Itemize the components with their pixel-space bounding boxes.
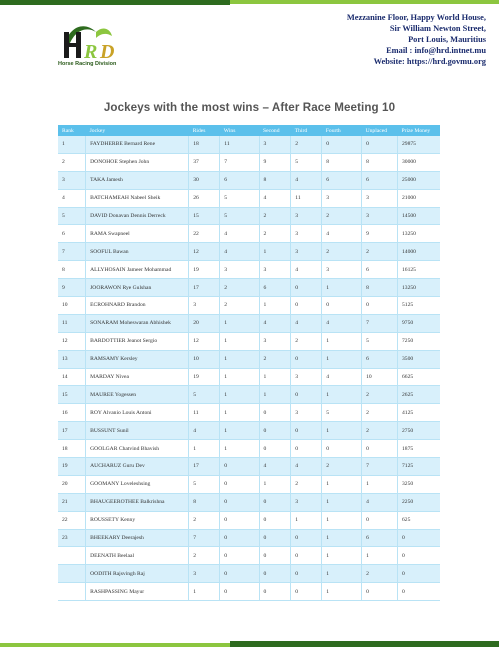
- table-row: [58, 314, 440, 332]
- table-row: [58, 583, 440, 601]
- top-accent-dark: [0, 0, 230, 5]
- cell-jockey: MAUREE Yogessen: [86, 386, 189, 404]
- cell-third: 3: [291, 368, 322, 386]
- svg-text:D: D: [100, 41, 115, 63]
- cell-wins: 0: [220, 547, 259, 565]
- cell-rides: 26: [189, 189, 220, 207]
- table-row: [58, 171, 440, 189]
- table-row: [58, 261, 440, 279]
- cell-rides: 2: [189, 511, 220, 529]
- cell-prize-money: 16125: [397, 261, 440, 279]
- cell-rank: [58, 583, 86, 601]
- cell-unplaced: 9: [362, 225, 398, 243]
- cell-wins: 3: [220, 261, 259, 279]
- cell-second: 6: [259, 279, 291, 297]
- cell-rank: 22: [58, 511, 86, 529]
- table-row: [58, 458, 440, 476]
- cell-third: 0: [291, 422, 322, 440]
- cell-fourth: 4: [322, 225, 362, 243]
- cell-prize-money: 5125: [397, 297, 440, 315]
- cell-third: 4: [291, 314, 322, 332]
- cell-unplaced: 7: [362, 314, 398, 332]
- cell-rides: 20: [189, 314, 220, 332]
- cell-fourth: 1: [322, 511, 362, 529]
- table-row: [58, 529, 440, 547]
- cell-rank: 12: [58, 332, 86, 350]
- cell-third: 3: [291, 207, 322, 225]
- website-link[interactable]: https://hrd.govmu.org: [406, 57, 486, 66]
- table-row: [58, 136, 440, 153]
- cell-prize-money: 0: [397, 583, 440, 601]
- cell-prize-money: 14000: [397, 243, 440, 261]
- cell-rank: 11: [58, 314, 86, 332]
- cell-jockey: BARDOTTIER Jeanot Sergio: [86, 332, 189, 350]
- cell-rank: 21: [58, 493, 86, 511]
- cell-jockey: MARDAY Nivea: [86, 368, 189, 386]
- cell-wins: 5: [220, 189, 259, 207]
- cell-prize-money: 0: [397, 547, 440, 565]
- cell-rides: 22: [189, 225, 220, 243]
- cell-rank: [58, 547, 86, 565]
- table-row: [58, 279, 440, 297]
- cell-wins: 1: [220, 350, 259, 368]
- cell-rides: 18: [189, 136, 220, 153]
- cell-prize-money: 2250: [397, 493, 440, 511]
- cell-jockey: GOOMANY Loveleshsing: [86, 475, 189, 493]
- cell-unplaced: 2: [362, 386, 398, 404]
- cell-unplaced: 0: [362, 440, 398, 458]
- cell-wins: 1: [220, 386, 259, 404]
- address-block: [347, 12, 486, 67]
- table-header-row: [58, 125, 440, 136]
- cell-fourth: 1: [322, 422, 362, 440]
- cell-third: 0: [291, 547, 322, 565]
- cell-second: 0: [259, 583, 291, 601]
- cell-jockey: GOOLGAR Chatvind Bhavish: [86, 440, 189, 458]
- cell-jockey: BATCHAMEAH Nabeel Sheik: [86, 189, 189, 207]
- table-row: [58, 153, 440, 171]
- cell-third: 2: [291, 332, 322, 350]
- cell-jockey: DONOHOE Stephen John: [86, 153, 189, 171]
- bottom-accent-dark: [230, 641, 499, 647]
- table-row: [58, 332, 440, 350]
- cell-fourth: 1: [322, 583, 362, 601]
- cell-jockey: AUCHARUZ Guru Dev: [86, 458, 189, 476]
- cell-unplaced: 2: [362, 422, 398, 440]
- cell-wins: 6: [220, 171, 259, 189]
- cell-fourth: 2: [322, 458, 362, 476]
- email-label: Email :: [386, 46, 415, 55]
- cell-second: 8: [259, 171, 291, 189]
- cell-wins: 1: [220, 332, 259, 350]
- cell-jockey: DEENATH Beelaal: [86, 547, 189, 565]
- cell-jockey: TAKA Jamesh: [86, 171, 189, 189]
- cell-second: 2: [259, 350, 291, 368]
- cell-wins: 1: [220, 368, 259, 386]
- column-header-third: Third: [291, 125, 322, 136]
- cell-wins: 0: [220, 475, 259, 493]
- table-row: [58, 297, 440, 315]
- cell-third: 2: [291, 136, 322, 153]
- table-row: [58, 440, 440, 458]
- cell-jockey: BUSSUNT Sunil: [86, 422, 189, 440]
- cell-rank: 13: [58, 350, 86, 368]
- cell-third: 11: [291, 189, 322, 207]
- cell-rank: 1: [58, 136, 86, 153]
- table-row: [58, 547, 440, 565]
- cell-second: 2: [259, 225, 291, 243]
- column-header-jockey: Jockey: [86, 125, 189, 136]
- cell-fourth: 0: [322, 440, 362, 458]
- cell-third: 0: [291, 583, 322, 601]
- cell-wins: 2: [220, 279, 259, 297]
- cell-rank: 23: [58, 529, 86, 547]
- cell-prize-money: 0: [397, 529, 440, 547]
- cell-rides: 1: [189, 583, 220, 601]
- bottom-accent-light: [0, 643, 230, 647]
- cell-rides: 12: [189, 332, 220, 350]
- cell-jockey: SONARAM Moheswaran Abhishek: [86, 314, 189, 332]
- cell-wins: 0: [220, 458, 259, 476]
- cell-second: 3: [259, 261, 291, 279]
- cell-unplaced: 1: [362, 475, 398, 493]
- cell-jockey: RASHPASSING Mayur: [86, 583, 189, 601]
- cell-prize-money: 13250: [397, 279, 440, 297]
- cell-second: 4: [259, 314, 291, 332]
- table-row: [58, 493, 440, 511]
- cell-second: 0: [259, 440, 291, 458]
- cell-prize-money: 3500: [397, 350, 440, 368]
- cell-fourth: 1: [322, 493, 362, 511]
- cell-wins: 1: [220, 314, 259, 332]
- cell-unplaced: 2: [362, 565, 398, 583]
- cell-fourth: 1: [322, 386, 362, 404]
- cell-unplaced: 5: [362, 332, 398, 350]
- cell-unplaced: 0: [362, 136, 398, 153]
- cell-unplaced: 6: [362, 261, 398, 279]
- cell-jockey: BHAUGEEROTHEE Balkrishna: [86, 493, 189, 511]
- cell-prize-money: 14500: [397, 207, 440, 225]
- cell-second: 1: [259, 475, 291, 493]
- table-row: [58, 225, 440, 243]
- cell-unplaced: 0: [362, 297, 398, 315]
- address-line-2: Sir William Newton Street,: [389, 24, 486, 33]
- cell-wins: 0: [220, 493, 259, 511]
- cell-unplaced: 10: [362, 368, 398, 386]
- table-row: [58, 565, 440, 583]
- cell-wins: 4: [220, 225, 259, 243]
- cell-rides: 3: [189, 297, 220, 315]
- cell-rank: 5: [58, 207, 86, 225]
- cell-prize-money: 0: [397, 565, 440, 583]
- cell-jockey: JOORAWON Rye Gulshan: [86, 279, 189, 297]
- cell-rank: 10: [58, 297, 86, 315]
- table-row: [58, 368, 440, 386]
- cell-unplaced: 2: [362, 243, 398, 261]
- cell-prize-money: 21000: [397, 189, 440, 207]
- cell-second: 1: [259, 297, 291, 315]
- cell-prize-money: 29875: [397, 136, 440, 153]
- cell-jockey: RAMSAMY Kersley: [86, 350, 189, 368]
- cell-wins: 2: [220, 297, 259, 315]
- column-header-prize-money: Prize Money: [397, 125, 440, 136]
- cell-rides: 1: [189, 440, 220, 458]
- cell-second: 0: [259, 511, 291, 529]
- cell-fourth: 1: [322, 475, 362, 493]
- cell-fourth: 5: [322, 404, 362, 422]
- cell-rides: 30: [189, 171, 220, 189]
- cell-wins: 0: [220, 565, 259, 583]
- cell-jockey: ROUSSETY Kenny: [86, 511, 189, 529]
- cell-wins: 1: [220, 404, 259, 422]
- address-line-1: Mezzanine Floor, Happy World House,: [346, 13, 486, 22]
- cell-fourth: 1: [322, 529, 362, 547]
- cell-rank: 7: [58, 243, 86, 261]
- cell-fourth: 1: [322, 279, 362, 297]
- cell-rides: 11: [189, 404, 220, 422]
- table-row: [58, 386, 440, 404]
- table-row: [58, 243, 440, 261]
- cell-prize-money: 25000: [397, 171, 440, 189]
- cell-prize-money: 9750: [397, 314, 440, 332]
- cell-second: 0: [259, 404, 291, 422]
- column-header-fourth: Fourth: [322, 125, 362, 136]
- cell-rides: 19: [189, 261, 220, 279]
- cell-unplaced: 4: [362, 493, 398, 511]
- cell-second: 1: [259, 368, 291, 386]
- cell-rides: 7: [189, 529, 220, 547]
- column-header-unplaced: Unplaced: [362, 125, 398, 136]
- cell-unplaced: 6: [362, 529, 398, 547]
- cell-unplaced: 3: [362, 207, 398, 225]
- cell-fourth: 8: [322, 153, 362, 171]
- cell-second: 0: [259, 422, 291, 440]
- cell-wins: 7: [220, 153, 259, 171]
- cell-third: 3: [291, 404, 322, 422]
- cell-fourth: 0: [322, 136, 362, 153]
- cell-jockey: ECROHNARD Brandon: [86, 297, 189, 315]
- cell-wins: 5: [220, 207, 259, 225]
- cell-unplaced: 6: [362, 350, 398, 368]
- cell-prize-money: 7250: [397, 332, 440, 350]
- cell-third: 0: [291, 350, 322, 368]
- cell-fourth: 1: [322, 565, 362, 583]
- cell-third: 5: [291, 153, 322, 171]
- cell-unplaced: 6: [362, 171, 398, 189]
- cell-fourth: 3: [322, 189, 362, 207]
- cell-unplaced: 3: [362, 189, 398, 207]
- page-title: Jockeys with the most wins – After Race Meeting 10: [103, 101, 396, 114]
- cell-second: 0: [259, 493, 291, 511]
- email-line: [347, 45, 486, 56]
- cell-rank: 9: [58, 279, 86, 297]
- table-row: [58, 511, 440, 529]
- website-line: [347, 56, 486, 67]
- cell-rides: 4: [189, 422, 220, 440]
- cell-jockey: ROY Alvanio Louis Antoni: [86, 404, 189, 422]
- cell-wins: 4: [220, 243, 259, 261]
- cell-prize-money: 6625: [397, 368, 440, 386]
- website-label: Website:: [373, 57, 407, 66]
- cell-fourth: 1: [322, 547, 362, 565]
- table-body: [58, 136, 440, 601]
- cell-rides: 5: [189, 386, 220, 404]
- column-header-rank: Rank: [58, 125, 86, 136]
- cell-fourth: 2: [322, 207, 362, 225]
- cell-rides: 10: [189, 350, 220, 368]
- cell-fourth: 4: [322, 314, 362, 332]
- cell-prize-money: 1875: [397, 440, 440, 458]
- cell-rides: 12: [189, 243, 220, 261]
- cell-third: 1: [291, 511, 322, 529]
- cell-second: 4: [259, 189, 291, 207]
- table-row: [58, 404, 440, 422]
- cell-unplaced: 7: [362, 458, 398, 476]
- cell-rank: 14: [58, 368, 86, 386]
- table-row: [58, 350, 440, 368]
- cell-unplaced: 0: [362, 583, 398, 601]
- column-header-rides: Rides: [189, 125, 220, 136]
- cell-fourth: 3: [322, 261, 362, 279]
- column-header-second: Second: [259, 125, 291, 136]
- cell-unplaced: 8: [362, 279, 398, 297]
- top-accent-light: [230, 0, 499, 4]
- cell-wins: 0: [220, 529, 259, 547]
- cell-prize-money: 625: [397, 511, 440, 529]
- cell-rank: 6: [58, 225, 86, 243]
- cell-second: 4: [259, 458, 291, 476]
- cell-unplaced: 2: [362, 404, 398, 422]
- cell-second: 0: [259, 547, 291, 565]
- cell-wins: 0: [220, 511, 259, 529]
- cell-fourth: 0: [322, 297, 362, 315]
- table-row: [58, 189, 440, 207]
- cell-third: 3: [291, 493, 322, 511]
- cell-rides: 2: [189, 547, 220, 565]
- address-line-3: Port Louis, Mauritius: [408, 35, 486, 44]
- cell-rank: 17: [58, 422, 86, 440]
- table-row: [58, 422, 440, 440]
- cell-rank: 20: [58, 475, 86, 493]
- table-row: [58, 207, 440, 225]
- cell-second: 1: [259, 243, 291, 261]
- jockeys-table: [58, 125, 440, 601]
- cell-jockey: ALLYHOSAIN Jameer Mohammad: [86, 261, 189, 279]
- cell-rides: 19: [189, 368, 220, 386]
- cell-third: 4: [291, 261, 322, 279]
- cell-third: 4: [291, 171, 322, 189]
- cell-third: 0: [291, 529, 322, 547]
- cell-prize-money: 13250: [397, 225, 440, 243]
- cell-fourth: 1: [322, 332, 362, 350]
- cell-third: 4: [291, 458, 322, 476]
- cell-prize-money: 4125: [397, 404, 440, 422]
- cell-third: 2: [291, 475, 322, 493]
- cell-rank: 2: [58, 153, 86, 171]
- cell-third: 0: [291, 565, 322, 583]
- cell-second: 0: [259, 565, 291, 583]
- cell-jockey: RAMA Swapneel: [86, 225, 189, 243]
- cell-unplaced: 8: [362, 153, 398, 171]
- cell-third: 0: [291, 279, 322, 297]
- cell-rank: 16: [58, 404, 86, 422]
- cell-fourth: 4: [322, 368, 362, 386]
- bottom-accent-bar: [0, 640, 499, 647]
- cell-fourth: 2: [322, 243, 362, 261]
- cell-rank: [58, 565, 86, 583]
- cell-prize-money: 2625: [397, 386, 440, 404]
- cell-jockey: BHEEKARY Deerajesh: [86, 529, 189, 547]
- cell-rides: 3: [189, 565, 220, 583]
- cell-jockey: OODITH Rajsvingh Raj: [86, 565, 189, 583]
- cell-fourth: 6: [322, 171, 362, 189]
- cell-rank: 4: [58, 189, 86, 207]
- cell-prize-money: 7125: [397, 458, 440, 476]
- cell-wins: 11: [220, 136, 259, 153]
- email-link[interactable]: info@hrd.intnet.mu: [414, 46, 486, 55]
- cell-rank: 8: [58, 261, 86, 279]
- logo-caption: Horse Racing Division: [58, 61, 117, 67]
- cell-rank: 3: [58, 171, 86, 189]
- cell-rides: 8: [189, 493, 220, 511]
- cell-third: 3: [291, 225, 322, 243]
- cell-jockey: FAYDHERBE Bernard Rene: [86, 136, 189, 153]
- cell-rank: 15: [58, 386, 86, 404]
- cell-third: 0: [291, 386, 322, 404]
- cell-rides: 17: [189, 458, 220, 476]
- cell-second: 1: [259, 386, 291, 404]
- cell-prize-money: 30000: [397, 153, 440, 171]
- cell-second: 2: [259, 207, 291, 225]
- cell-prize-money: 2750: [397, 422, 440, 440]
- cell-third: 0: [291, 440, 322, 458]
- cell-unplaced: 0: [362, 511, 398, 529]
- table-row: [58, 475, 440, 493]
- top-accent-bar: [0, 0, 499, 7]
- cell-jockey: DAVID Donavan Dennis Derreck: [86, 207, 189, 225]
- cell-third: 0: [291, 297, 322, 315]
- cell-rides: 37: [189, 153, 220, 171]
- cell-rank: 18: [58, 440, 86, 458]
- cell-rides: 5: [189, 475, 220, 493]
- cell-second: 3: [259, 136, 291, 153]
- cell-unplaced: 1: [362, 547, 398, 565]
- cell-fourth: 1: [322, 350, 362, 368]
- cell-second: 9: [259, 153, 291, 171]
- svg-text:R: R: [84, 41, 98, 63]
- cell-jockey: SOOFUL Bawan: [86, 243, 189, 261]
- cell-wins: 1: [220, 422, 259, 440]
- cell-second: 0: [259, 529, 291, 547]
- cell-rank: 19: [58, 458, 86, 476]
- cell-prize-money: 3250: [397, 475, 440, 493]
- cell-wins: 1: [220, 440, 259, 458]
- cell-rides: 15: [189, 207, 220, 225]
- cell-third: 3: [291, 243, 322, 261]
- cell-wins: 0: [220, 583, 259, 601]
- cell-rides: 17: [189, 279, 220, 297]
- cell-second: 3: [259, 332, 291, 350]
- column-header-wins: Wins: [220, 125, 259, 136]
